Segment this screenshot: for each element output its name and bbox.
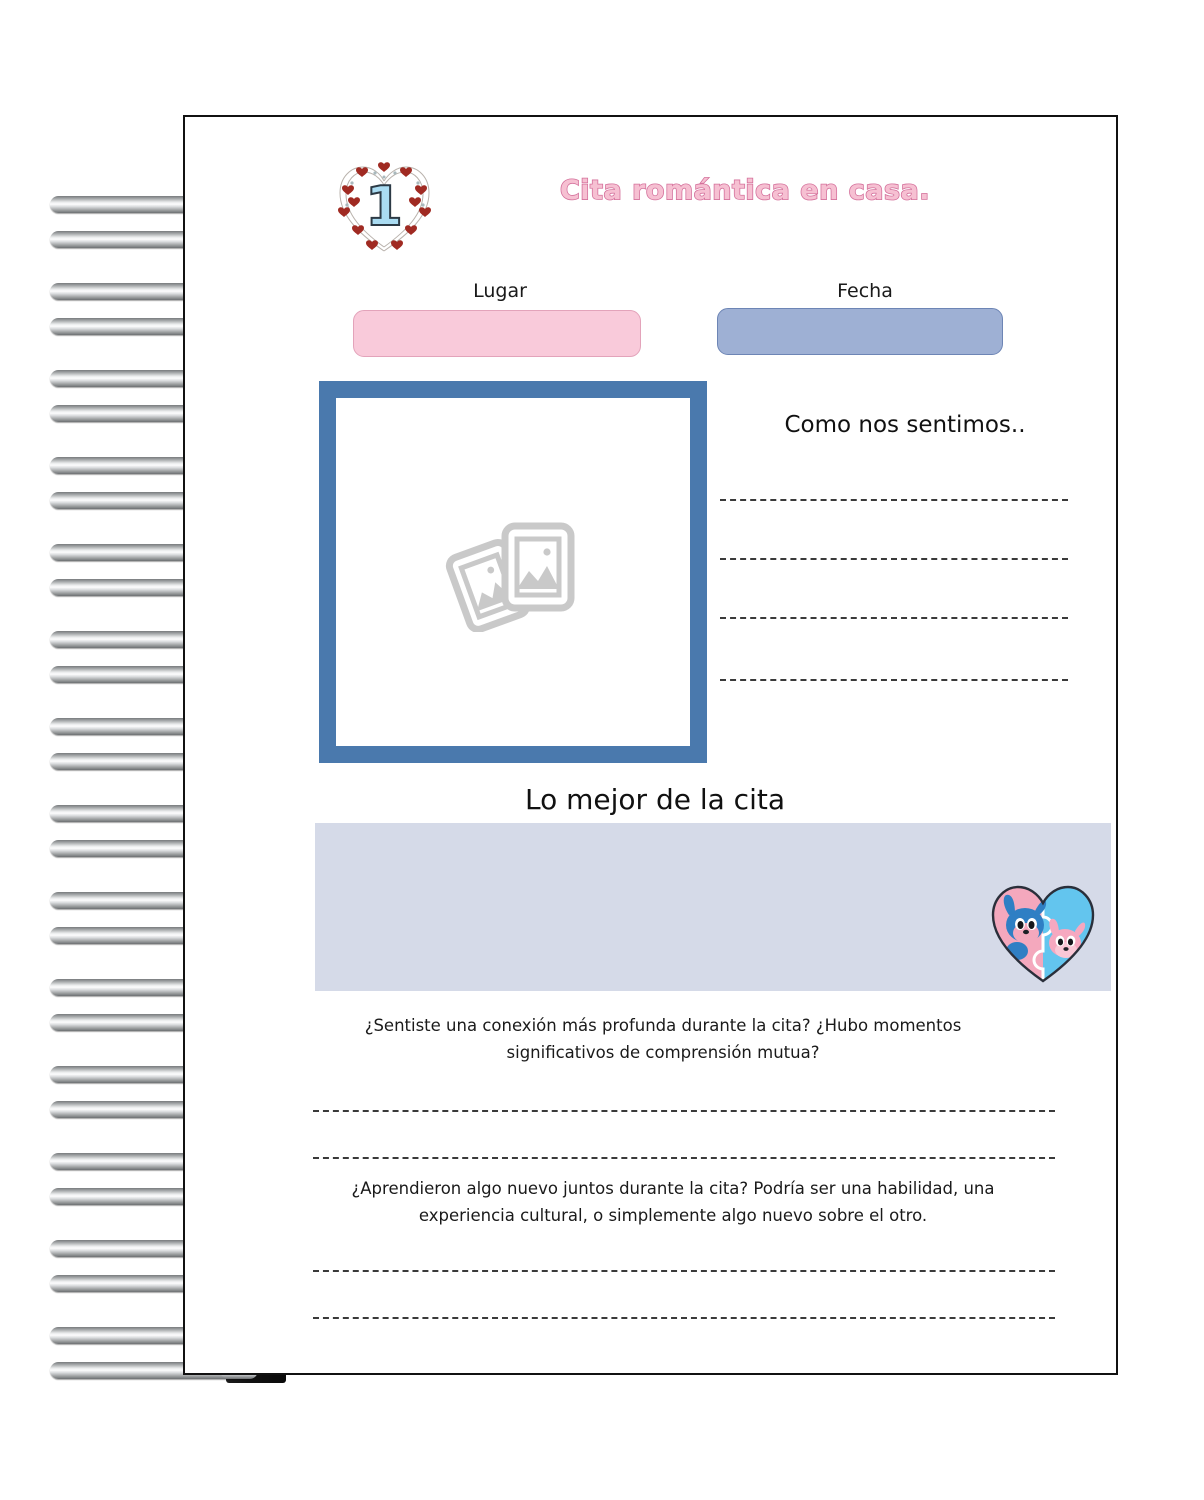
answer-writing-line[interactable] <box>313 1270 1055 1272</box>
date-input[interactable] <box>717 308 1003 355</box>
question-text: ¿Aprendieron algo nuevo juntos durante la cita? Podría ser una habilidad, una experiencia cultural, o simplemente algo nuevo sobre el otro. <box>351 1179 995 1226</box>
answer-writing-line[interactable] <box>313 1317 1055 1319</box>
heart-wreath-icon <box>332 147 437 257</box>
page-content <box>185 117 1120 1377</box>
photo-frame[interactable] <box>319 381 707 763</box>
answer-writing-line[interactable] <box>313 1157 1055 1159</box>
page-title: Cita romántica en casa. <box>559 175 931 206</box>
feelings-writing-line[interactable] <box>720 679 1068 681</box>
feelings-writing-line[interactable] <box>720 558 1068 560</box>
place-label: Lugar <box>473 280 527 302</box>
date-label: Fecha <box>837 280 893 302</box>
place-input[interactable] <box>353 310 641 357</box>
best-of-date-input[interactable] <box>315 823 1111 991</box>
notebook-page <box>183 115 1118 1375</box>
photo-placeholder-icon <box>443 512 583 632</box>
best-of-date-heading: Lo mejor de la cita <box>524 783 785 816</box>
answer-writing-line[interactable] <box>313 1110 1055 1112</box>
feelings-writing-line[interactable] <box>720 499 1068 501</box>
badge-number: 1 <box>365 175 403 238</box>
feelings-writing-line[interactable] <box>720 617 1068 619</box>
feelings-heading: Como nos sentimos.. <box>784 412 1026 438</box>
stitch-angel-heart-sticker <box>989 881 1097 985</box>
question-text: ¿Sentiste una conexión más profunda durante la cita? ¿Hubo momentos significativos de comprensión mutua? <box>364 1016 962 1063</box>
